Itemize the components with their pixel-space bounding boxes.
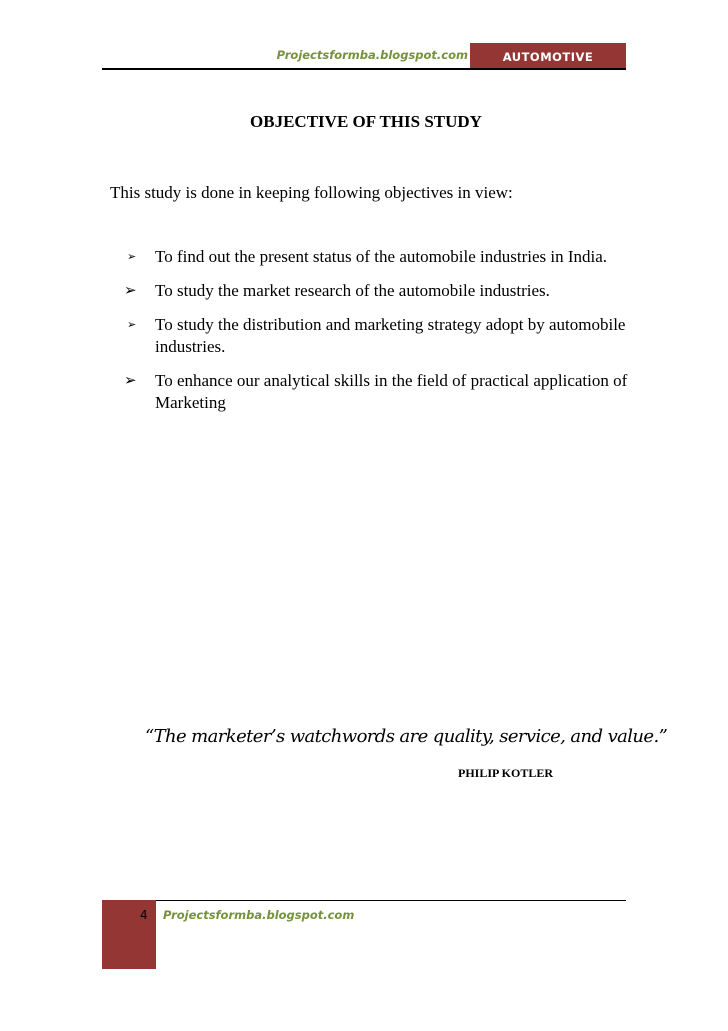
objective-item bbox=[110, 370, 630, 414]
header-divider bbox=[102, 68, 626, 70]
objective-item bbox=[110, 280, 630, 302]
arrow-bullet-icon: ➢ bbox=[127, 251, 137, 263]
arrow-bullet-icon: ➢ bbox=[127, 319, 137, 331]
objective-item bbox=[110, 314, 630, 358]
footer-site-link[interactable]: Projectsformba.blogspot.com bbox=[163, 908, 355, 922]
objective-text: To enhance our analytical skills in the field of practical application of Marketing bbox=[155, 371, 628, 412]
page-number: 4 bbox=[140, 908, 148, 922]
objective-text: To find out the present status of the automobile industries in India. bbox=[155, 247, 608, 266]
header-badge-label: AUTOMOTIVE bbox=[502, 49, 594, 64]
quote-author: PHILIP KOTLER bbox=[458, 766, 554, 780]
header-category-badge bbox=[470, 43, 626, 70]
arrow-bullet-icon: ➢ bbox=[124, 373, 137, 389]
footer-accent-bar bbox=[102, 900, 156, 969]
footer-divider bbox=[156, 900, 626, 901]
intro-paragraph: This study is done in keeping following objectives in view: bbox=[110, 183, 513, 202]
objective-text: To study the market research of the automobile industries. bbox=[155, 281, 550, 300]
page-title: OBJECTIVE OF THIS STUDY bbox=[250, 112, 482, 131]
quote-text: “The marketer’s watchwords are quality, service, and value.” bbox=[145, 726, 668, 747]
objectives-list bbox=[110, 246, 630, 426]
arrow-bullet-icon: ➢ bbox=[124, 283, 137, 299]
objective-item bbox=[110, 246, 630, 268]
objective-text: To study the distribution and marketing strategy adopt by automobile industries. bbox=[155, 315, 626, 356]
header-site-link[interactable]: Projectsformba.blogspot.com bbox=[276, 48, 468, 62]
